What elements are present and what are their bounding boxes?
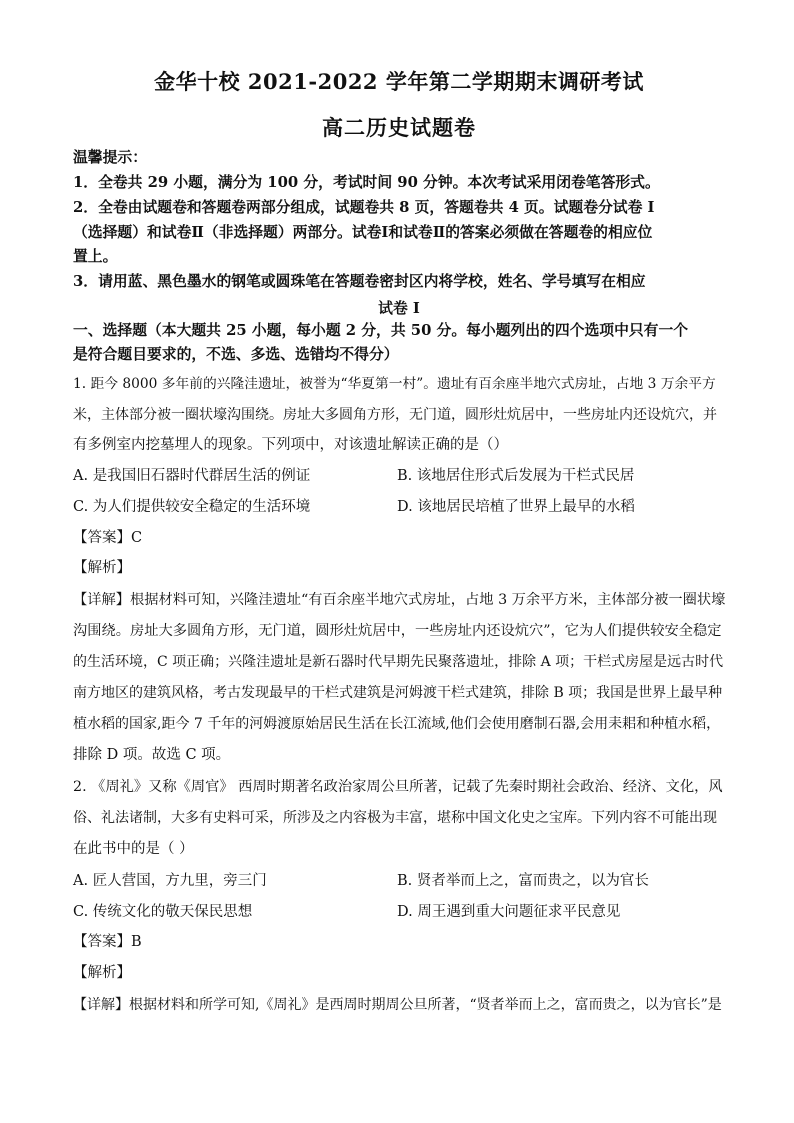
section-instructions-1: 一、选择题（本大题共 25 小题，每小题 2 分，共 50 分。每小题列出的四个选项中只有一个	[73, 322, 689, 339]
q1-stem-line-1: 1. 距今 8000 多年前的兴隆洼遗址，被誉为“华夏第一村”。遗址有百余座半地穴式房址，占地 3 万余平方	[73, 376, 716, 392]
q1-detail-line-3: 的生活环境，C 项正确；兴隆洼遗址是新石器时代早期先民聚落遗址，排除 A 项；干栏式房屋是远古时代	[73, 654, 724, 670]
q2-option-c: C. 传统文化的敬天保民思想	[73, 904, 253, 920]
q2-answer: 【答案】B	[73, 934, 142, 950]
notice-item-3: 3．请用蓝、黑色墨水的钢笔或圆珠笔在答题卷密封区内将学校，姓名、学号填写在相应	[73, 273, 646, 290]
q2-option-d: D. 周王遇到重大问题征求平民意见	[397, 904, 621, 920]
section-instructions-2: 是符合题目要求的，不选、多选、选错均不得分）	[73, 346, 399, 363]
q1-option-c: C. 为人们提供较安全稳定的生活环境	[73, 499, 311, 515]
q2-detail-line-1: 【详解】根据材料和所学可知,《周礼》是西周时期周公旦所著，“贤者举而上之，富而贵之，以为官长”是	[73, 997, 722, 1013]
exam-subtitle: 高二历史试题卷	[322, 115, 476, 140]
q2-analysis-label: 【解析】	[73, 965, 131, 981]
q2-option-a: A. 匠人营国，方九里，旁三门	[73, 873, 267, 889]
q1-analysis-label: 【解析】	[73, 560, 131, 576]
section-label: 试卷 I	[378, 300, 420, 317]
q1-stem-line-3: 有多例室内挖墓埋人的现象。下列项中，对该遗址解读正确的是（）	[73, 437, 508, 453]
q1-option-b: B. 该地居住形式后发展为干栏式民居	[397, 468, 635, 484]
q2-option-b: B. 贤者举而上之，富而贵之，以为官长	[397, 873, 649, 889]
q1-option-d: D. 该地居民培植了世界上最早的水稻	[397, 499, 635, 515]
notice-item-2-cont: （选择题）和试卷Ⅱ（非选择题）两部分。试卷Ⅰ和试卷Ⅱ的答案必须做在答题卷的相应位	[73, 224, 653, 241]
q1-stem-line-2: 米，主体部分被一圈状壕沟围绕。房址大多圆角方形，无门道，圆形灶炕居中，一些房址内还设炕穴，并	[73, 407, 717, 423]
q2-stem-line-3: 在此书中的是（ ）	[73, 841, 194, 857]
exam-title: 金华十校 2021-2022 学年第二学期期末调研考试	[154, 69, 644, 94]
q1-detail-line-6: 排除 D 项。故选 C 项。	[73, 747, 231, 763]
notice-item-2: 2．全卷由试题卷和答题卷两部分组成，试题卷共 8 页，答题卷共 4 页。试题卷分试卷 I	[73, 199, 655, 216]
q2-stem-line-2: 俗、礼法诸制，大多有史料可采，所涉及之内容极为丰富，堪称中国文化史之宝库。下列内容不可能出现	[73, 810, 717, 826]
notice-heading: 温馨提示：	[73, 149, 147, 166]
q1-option-a: A. 是我国旧石器时代群居生活的例证	[73, 468, 311, 484]
q1-answer: 【答案】C	[73, 530, 143, 546]
q1-detail-line-4: 南方地区的建筑风格，考古发现最早的干栏式建筑是河姆渡干栏式建筑，排除 B 项；我国是世界上最早种	[73, 685, 723, 701]
q1-detail-line-5: 植水稻的国家,距今 7 千年的河姆渡原始居民生活在长江流域,他们会使用磨制石器,会用耒耜和种植水稻，	[73, 716, 721, 732]
notice-item-1: 1．全卷共 29 小题，满分为 100 分，考试时间 90 分钟。本次考试采用闭卷笔答形式。	[73, 174, 660, 191]
notice-item-2-end: 置上。	[73, 248, 118, 265]
q2-stem-line-1: 2. 《周礼》又称《周官》 西周时期著名政治家周公旦所著，记载了先秦时期社会政治、经济、文化，风	[73, 779, 723, 795]
q1-detail-line-1: 【详解】根据材料可知，兴隆洼遗址“有百余座半地穴式房址，占地 3 万余平方米，主体部分被一圈状壕	[73, 592, 726, 608]
q1-detail-line-2: 沟围绕。房址大多圆角方形，无门道，圆形灶炕居中，一些房址内还设炕穴”，它为人们提供较安全稳定	[73, 623, 722, 639]
